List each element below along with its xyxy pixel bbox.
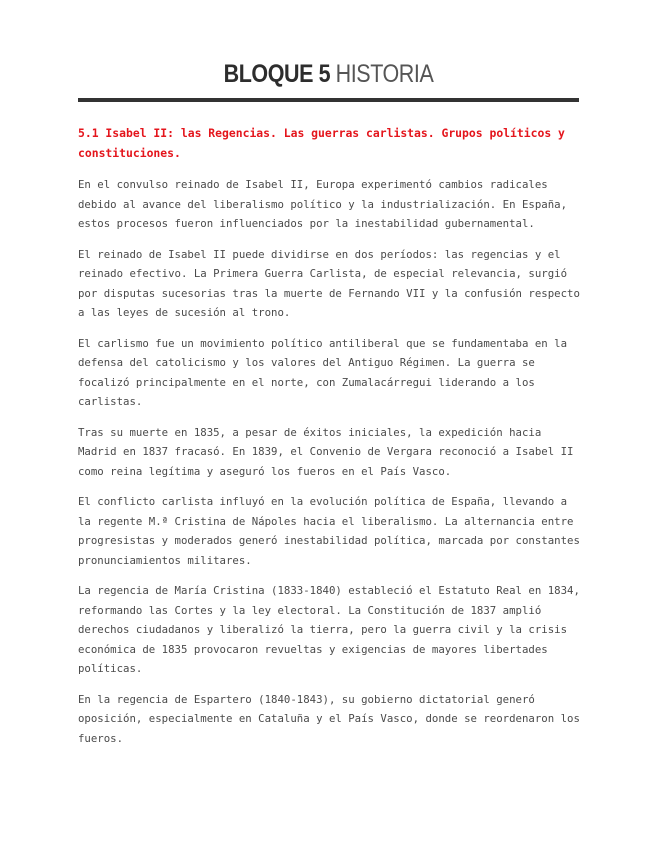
title-bold: BLOQUE 5 bbox=[223, 60, 331, 88]
paragraph-1: En el convulso reinado de Isabel II, Europa experimentó cambios radicales debido al avance del liberalismo político y la industrialización. En España, estos procesos fueron influenciados por la inestabilidad gubernamental. bbox=[78, 178, 568, 230]
paragraph-3: El carlismo fue un movimiento político antiliberal que se fundamentaba en la defensa del catolicismo y los valores del Antiguo Régimen. La guerra se focalizó principalmente en el norte, con Zumalacárregui liderando a los carlistas. bbox=[78, 336, 568, 408]
paragraph-2: El reinado de Isabel II puede dividirse en dos períodos: las regencias y el reinado efectivo. La Primera Guerra Carlista, de especial relevancia, surgió por disputas sucesorias tras la muerte de Fernando VII y la confusión respecto a las leyes de sucesión al trono. bbox=[78, 247, 580, 319]
paragraph-6: La regencia de María Cristina (1833-1840) estableció el Estatuto Real en 1834, reformando las Cortes y la ley electoral. La Constitución de 1837 amplió derechos ciudadanos y liberalizó la tierra, pero la guerra civil y la crisis económica de 1835 provocaron revueltas y exigencias de mayores libertades políticas. bbox=[78, 584, 580, 675]
paragraph-4: Tras su muerte en 1835, a pesar de éxitos iniciales, la expedición hacia Madrid en 1837 fracasó. En 1839, el Convenio de Vergara reconoció a Isabel II como reina legítima y aseguró los fueros en el País Vasco. bbox=[78, 425, 574, 478]
section-heading: 5.1 Isabel II: las Regencias. Las guerras carlistas. Grupos políticos y constituciones. bbox=[78, 126, 565, 160]
paragraph-7: En la regencia de Espartero (1840-1843), su gobierno dictatorial generó oposición, especialmente en Cataluña y el País Vasco, donde se reordenaron los fueros. bbox=[78, 692, 580, 745]
title-light: HISTORIA bbox=[335, 60, 434, 88]
document-title bbox=[113, 58, 544, 90]
title-underline bbox=[78, 98, 579, 102]
paragraph-5: El conflicto carlista influyó en la evolución política de España, llevando a la regente M.ª Cristina de Nápoles hacia el liberalismo. La alternancia entre progresistas y moderados generó inestabilidad política, marcada por constantes pronunciamientos militares. bbox=[78, 495, 580, 567]
section-body bbox=[78, 175, 583, 759]
